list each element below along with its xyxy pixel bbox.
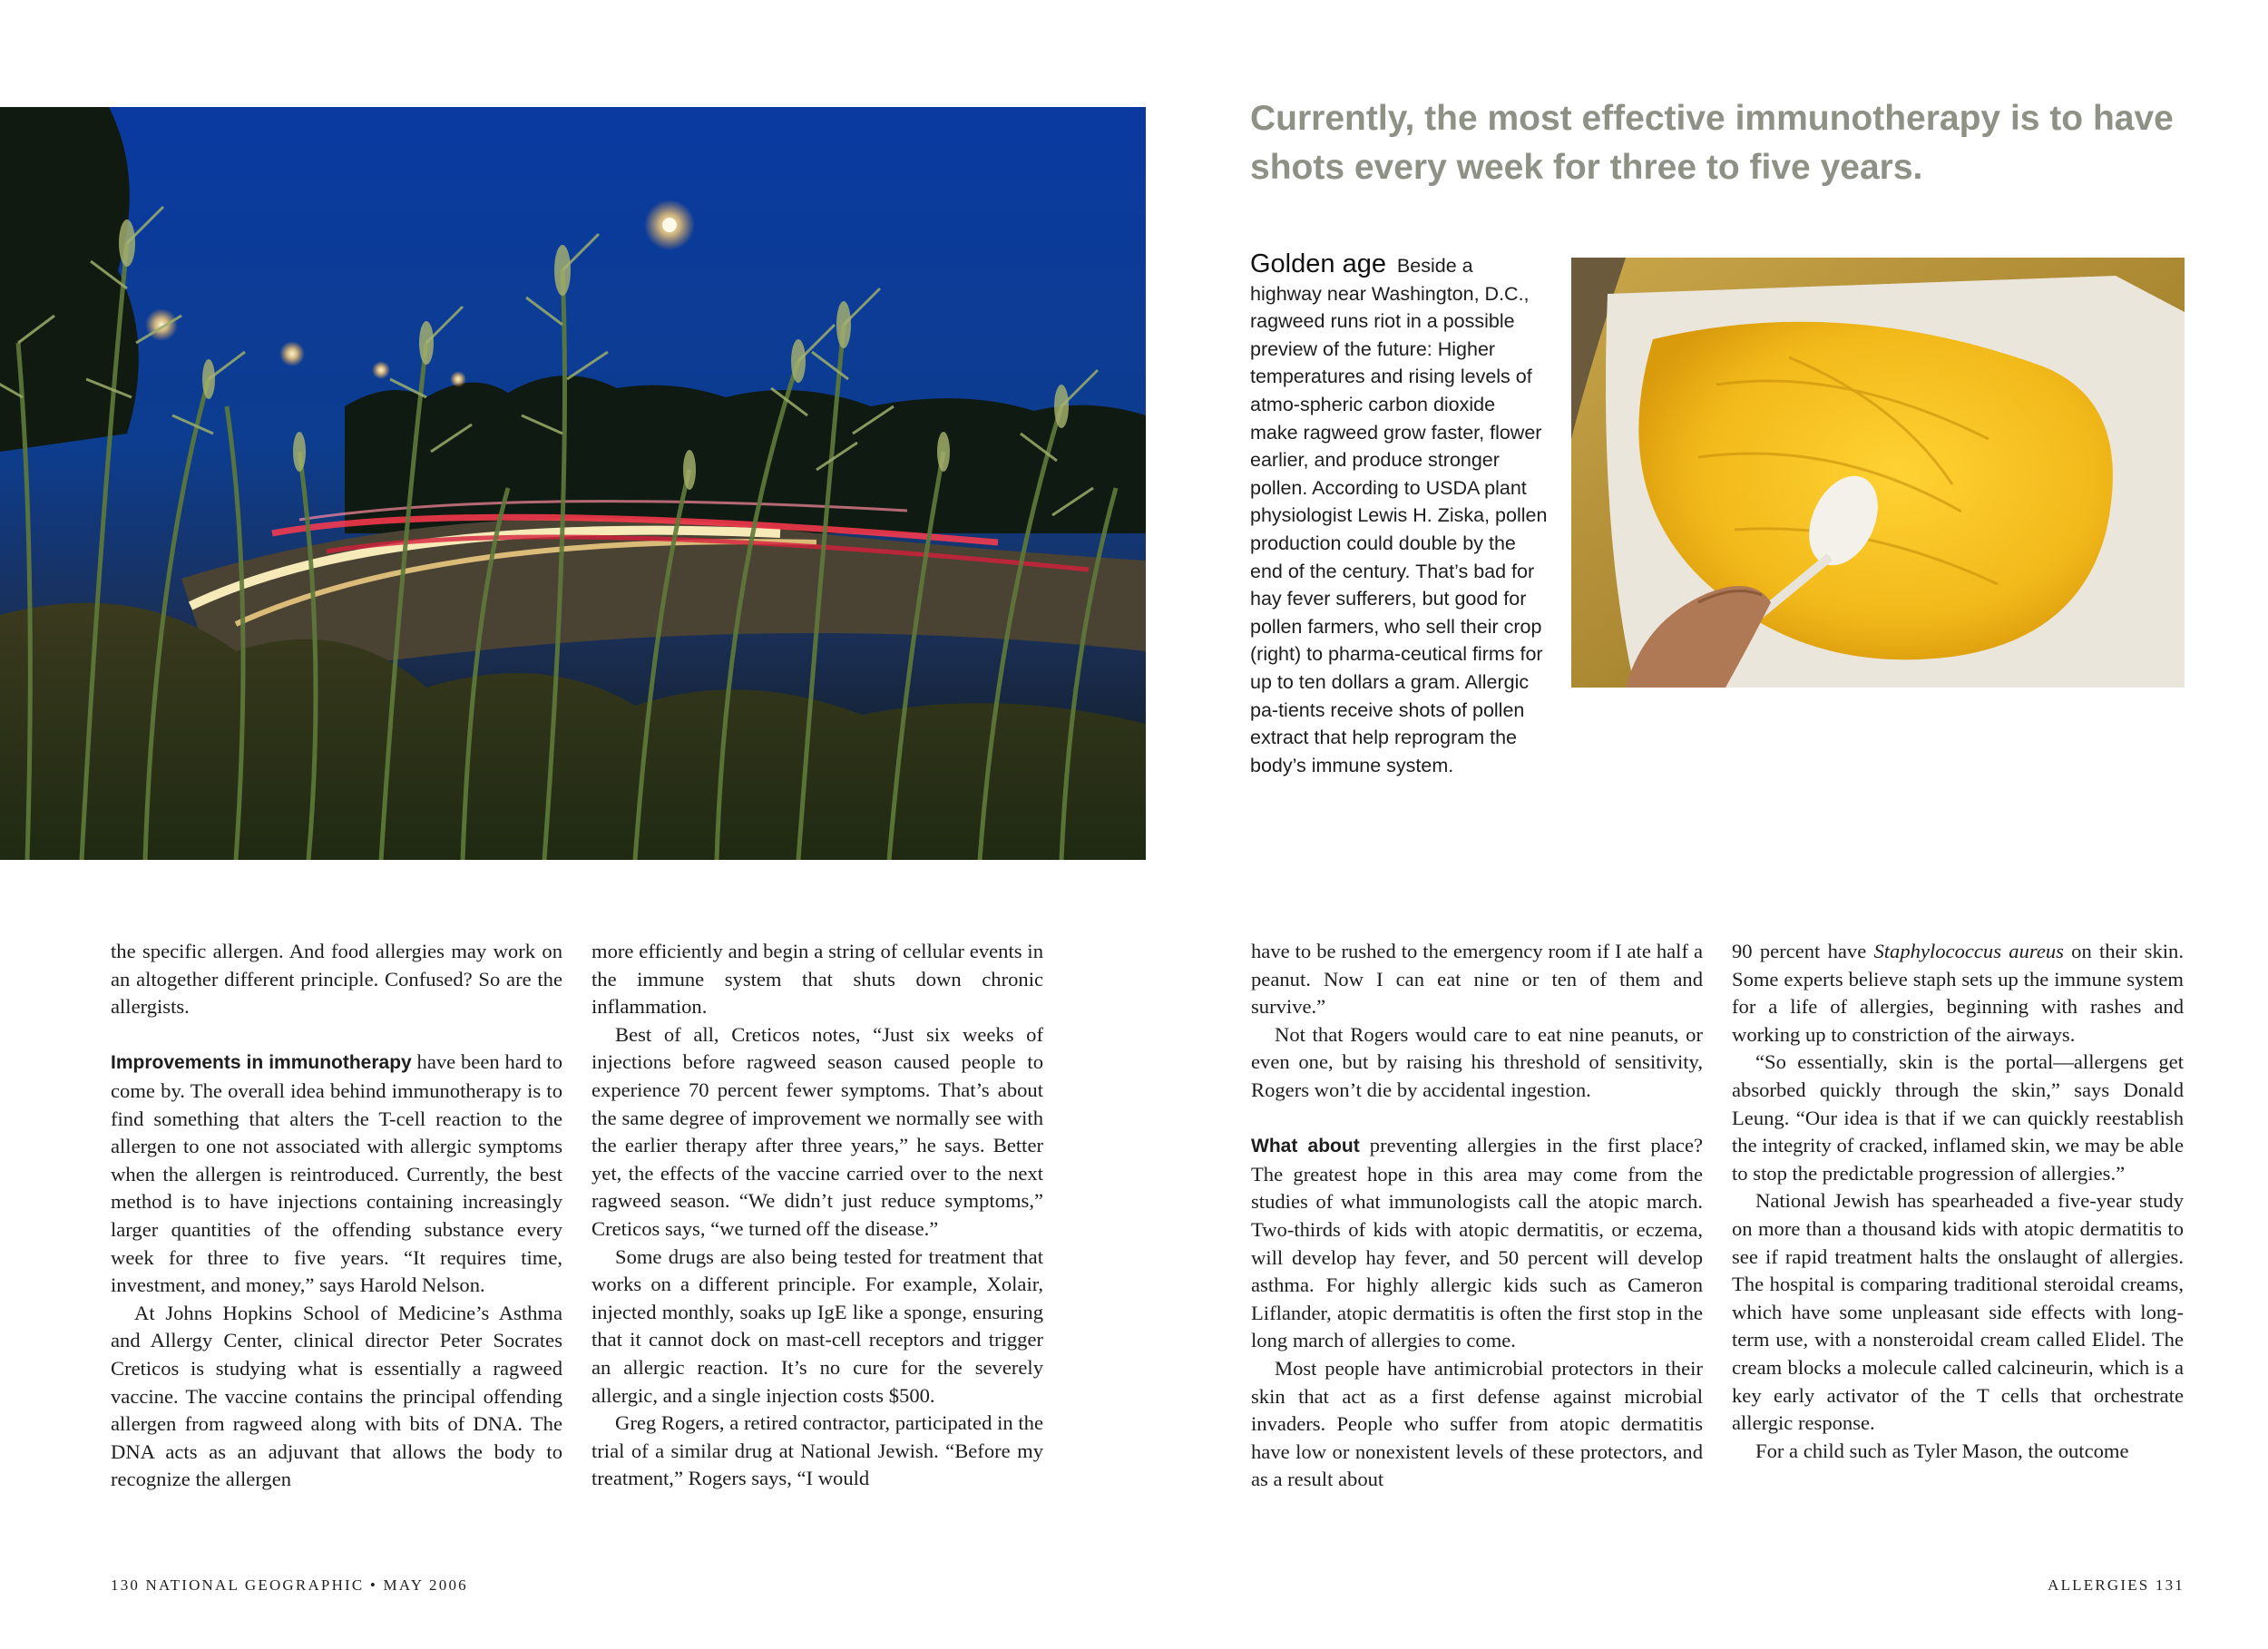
paragraph-text: 90 percent have <box>1732 940 1874 962</box>
paragraph: have to be rushed to the emergency room if I ate half a peanut. Now I can eat nine or ten of them and survive.” <box>1251 940 1703 1019</box>
pollen-harvest-photo <box>1571 258 2185 688</box>
paragraph: For a child such as Tyler Mason, the outcome <box>1755 1439 2129 1462</box>
article-column-3 <box>1251 938 1703 1494</box>
run-in-head: Improvements in immunotherapy <box>111 1052 412 1074</box>
paragraph: At Johns Hopkins School of Medicine’s Asthma and Allergy Center, clinical director Peter Socrates Creticos is studying what is essentially a ragweed vaccine. The vaccine contains the principal offending allergen from ragweed along with bits of DNA. The DNA acts as an adjuvant that allows the body to recognize the allergen <box>111 1301 562 1491</box>
paragraph: “So essentially, skin is the portal—allergens get absorbed quickly through the skin,” says Donald Leung. “Our idea is that if we can quickly reestablish the integrity of cracked, inflamed skin, we may be able to stop the predictable progression of allergies.” <box>1732 1050 2184 1185</box>
paragraph: Most people have antimicrobial protectors in their skin that act as a first defense against microbial invaders. People who suffer from atopic dermatitis have low or nonexistent levels of these protectors, and as a result about <box>1251 1356 1703 1491</box>
article-column-1 <box>111 938 562 1494</box>
caption-title: Golden age <box>1250 249 1386 278</box>
article-column-4 <box>1732 938 2184 1465</box>
article-column-2 <box>591 938 1043 1493</box>
paragraph <box>1251 1132 1703 1355</box>
caption-text: Beside a highway near Washington, D.C., ragweed runs riot in a possible preview of the future: Higher temperatures and rising levels of atmo-spheric carbon dioxide make ragweed grow faster, flower earlier, and produce stronger pollen. According to USDA plant physiologist Lewis H. Ziska, pollen production could double by the end of the century. That’s bad for hay fever sufferers, but good for pollen farmers, who sell their crop (right) to pharma-ceutical firms for up to ten dollars a gram. Allergic pa-tients receive shots of pollen extract that help reprogram the body’s immune system. <box>1250 255 1548 776</box>
paragraph: Some drugs are also being tested for treatment that works on a different principle. For example, Xolair, injected monthly, soaks up IgE like a sponge, ensuring that it cannot dock on mast-cell receptors and trigger an allergic reaction. It’s no cure for the severely allergic, and a single injection costs $500. <box>591 1244 1043 1407</box>
paragraph-text: preventing allergies in the first place? The greatest hope in this area may come from the studies of what immunologists call the atopic march. Two-thirds of kids with atopic dermatitis, or eczema, will develop hay fever, and 50 percent will develop asthma. For highly allergic kids such as Cameron Liflander, atopic dermatitis is often the first stop in the long march of allergies to come. <box>1251 1134 1704 1352</box>
folio-right: ALLERGIES 131 <box>2048 1576 2185 1594</box>
paragraph: Not that Rogers would care to eat nine peanuts, or even one, but by raising his threshold of sensitivity, Rogers won’t die by accidental ingestion. <box>1251 1022 1703 1101</box>
paragraph-text: have been hard to come by. The overall idea behind immunotherapy is to find something that alters the T-cell reaction to the allergen to one not associated with allergic symptoms when the allergen is reintroduced. Currently, the best method is to have injections containing increasingly larger quantities of the offending substance every week for three to five years. “It requires time, investment, and money,” says Harold Nelson. <box>111 1050 562 1297</box>
paragraph <box>1732 938 2184 1049</box>
paragraph: the specific allergen. And food allergies may work on an altogether different principle. Confused? So are the allergists. <box>111 940 562 1019</box>
ragweed-highway-photo <box>0 107 1146 860</box>
paragraph: National Jewish has spearheaded a five-year study on more than a thousand kids with atopic dermatitis to see if rapid treatment halts the onslaught of allergies. The hospital is comparing traditional steroidal creams, which have some unpleasant side effects with long-term use, with a nonsteroidal cream called Elidel. The cream blocks a molecule called calcineurin, which is a key early activator of the T cells that orchestrate allergic response. <box>1732 1189 2184 1435</box>
paragraph-text: on their skin. Some experts believe staph sets up the immune system for a life of allergies, beginning with rashes and working up to constriction of the airways. <box>1732 940 2184 1046</box>
paragraph <box>111 1049 562 1299</box>
paragraph: Best of all, Creticos notes, “Just six weeks of injections before ragweed season caused people to experience 70 percent fewer symptoms. That’s about the same degree of improvement we normally see with the earlier therapy after three years,” he says. Better yet, the effects of the vaccine carried over to the next ragweed season. “We didn’t just reduce symptoms,” Creticos says, “we turned off the disease.” <box>591 1022 1043 1240</box>
run-in-head: What about <box>1251 1136 1360 1157</box>
photo-caption <box>1250 250 1548 779</box>
folio-left: 130 NATIONAL GEOGRAPHIC • MAY 2006 <box>111 1576 468 1594</box>
pull-quote: Currently, the most effective immunotherapy is to have shots every week for three to five years. <box>1250 99 2174 187</box>
paragraph: more efficiently and begin a string of cellular events in the immune system that shuts down chronic inflammation. <box>591 940 1043 1019</box>
paragraph: Greg Rogers, a retired contractor, participated in the trial of a similar drug at National Jewish. “Before my treatment,” Rogers says, “I would <box>591 1411 1043 1490</box>
species-name: Staphylococcus aureus <box>1873 940 2064 962</box>
